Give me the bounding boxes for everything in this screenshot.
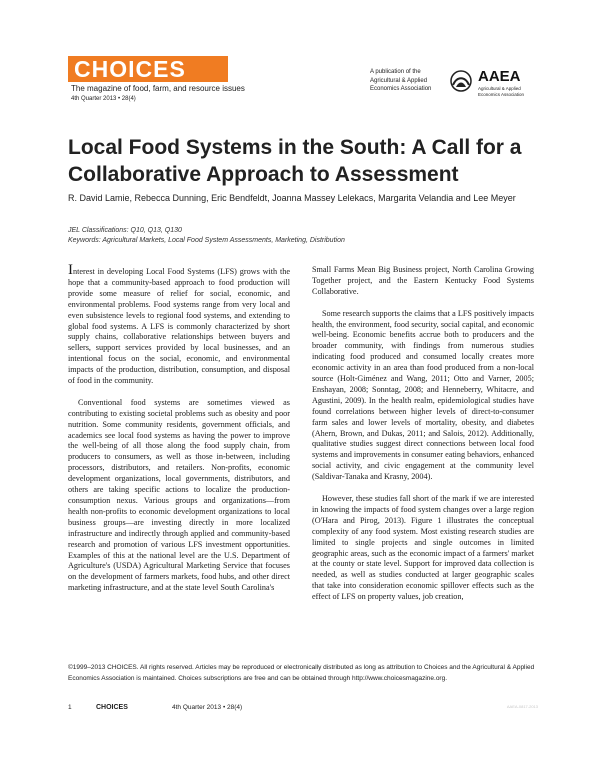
aaea-subtitle: Agricultural & Applied Economics Association <box>478 86 525 97</box>
footer-brand: CHOICES <box>96 704 128 711</box>
body-paragraph: However, these studies fall short of the mark if we are interested in knowing the impacts of food system changes over a large region (O'Hara and Pirog, 2013). Figure 1 illustrates the conceptual complexity of any food system. Most existing research studies are limited to single projects and single outcomes in limited geographic areas, such as the economic impact of a farmers' market at the county or state level. Support for improved data collection is needed, as well as studies conducted at larger geographic scales that take into consideration economic spillover effects such as the effect of LFS on property values, job creation, <box>312 494 534 602</box>
aaea-emblem-icon <box>448 70 474 92</box>
issue-label: 4th Quarter 2013 • 28(4) <box>71 96 136 102</box>
page-footer <box>68 704 538 716</box>
body-column-right <box>312 265 534 603</box>
body-paragraph: Small Farms Mean Big Business project, North Carolina Growing Together project, and the Eastern Kentucky Food Systems Collaborative. <box>312 265 534 296</box>
aaea-logo: AAEA <box>478 68 521 85</box>
body-paragraph: Some research supports the claims that a LFS positively impacts health, the environment, food security, social capital, and economic well-being. Economic benefits accrue both to producers and the broader community, with findings from numerous studies indicating food produced and consumed locally creates more economic activity in an area than food produced from a non-local source (Holt-Giménez and Wang, 2011; Otto and Varner, 2005; Enshayan, 2008; Sonntag, 2008; and Henneberry, Whitacre, and Agustini, 2009). In the health realm, epidemiological studies have found correlations between higher levels of direct-to-consumer farm sales and lower levels of mortality, obesity, and diabetes (Ahern, Brown, and Dukas, 2011; and Salois, 2012). Additionally, qualitative studies suggest direct connections between local food systems and improvements in consumer eating behaviors, enhanced social activity, and civic engagement at the community level (Saldivar-Tanaka and Krasny, 2004). <box>312 308 534 482</box>
choices-logo: CHOICES <box>68 56 228 82</box>
article-authors: R. David Lamie, Rebecca Dunning, Eric Bendfeldt, Joanna Massey Lelekacs, Margarita Velandia and Lee Meyer <box>68 193 516 203</box>
magazine-tagline: The magazine of food, farm, and resource issues <box>71 84 245 93</box>
masthead <box>68 56 538 116</box>
body-column-left <box>68 262 290 594</box>
keywords: Keywords: Agricultural Markets, Local Food System Assessments, Marketing, Distribution <box>68 237 345 244</box>
publisher-note: A publication of the Agricultural & Applied Economics Association <box>370 69 432 92</box>
classification-block <box>68 226 528 246</box>
drop-cap: I <box>68 262 73 278</box>
body-paragraph: Conventional food systems are sometimes viewed as contributing to existing societal problems such as obesity and poor nutrition. Some community residents, government officials, and academics see local food systems as having the power to improve the well-being of all those along the food supply chain, from producers to consumers, as well as those in-between, including processors, distributors, and retailers. Non-profits, economic development organizations, local governments, distributors, and others are taking specific actions to localize the production-consumption nexus. Various groups and organizations—from health non-profits to economic development organizations to local business groups—are investing directly in more localized infrastructure and indirectly through applied and community-based research and promotion of various LFS investment opportunities. Examples of this at the national level are the U.S. Department of Agriculture's (USDA) Agricultural Marketing Service that focuses on the development of farmers markets, food hubs, and other direct marketing infrastructure, and at the state level South Carolina's <box>68 397 290 593</box>
copyright-notice: ©1999–2013 CHOICES. All rights reserved. Articles may be reproduced or electronically distributed as long as attribution to Choices and the Agricultural & Applied Economics Association is maintained. Choices subscriptions are free and can be obtained through http://www.choicesmagazine.org. <box>68 664 535 682</box>
article-title: Local Food Systems in the South: A Call for a Collaborative Approach to Assessment <box>68 136 522 186</box>
footer-issue: 4th Quarter 2013 • 28(4) <box>172 704 243 711</box>
body-paragraph: Interest in developing Local Food Systems (LFS) grows with the hope that a community-based approach to food production will provide some measure of relief for social, economic, and environmental problems. Food systems range from very local and even subsistence levels to regional food systems, and extending to global food systems. A LFS is commonly characterized by short supply chains, collaborative relationships between buyers and sellers, support services provided by local businesses, and an intentional focus on the social, economic, and environmental impacts of the production, distribution, consumption, and disposal of food in the community. <box>68 262 290 386</box>
jel-classifications: JEL Classifications: Q10, Q13, Q130 <box>68 227 182 234</box>
page-number: 1 <box>68 704 72 711</box>
footer-stamp: AAEA-0817-2013 <box>506 704 538 709</box>
